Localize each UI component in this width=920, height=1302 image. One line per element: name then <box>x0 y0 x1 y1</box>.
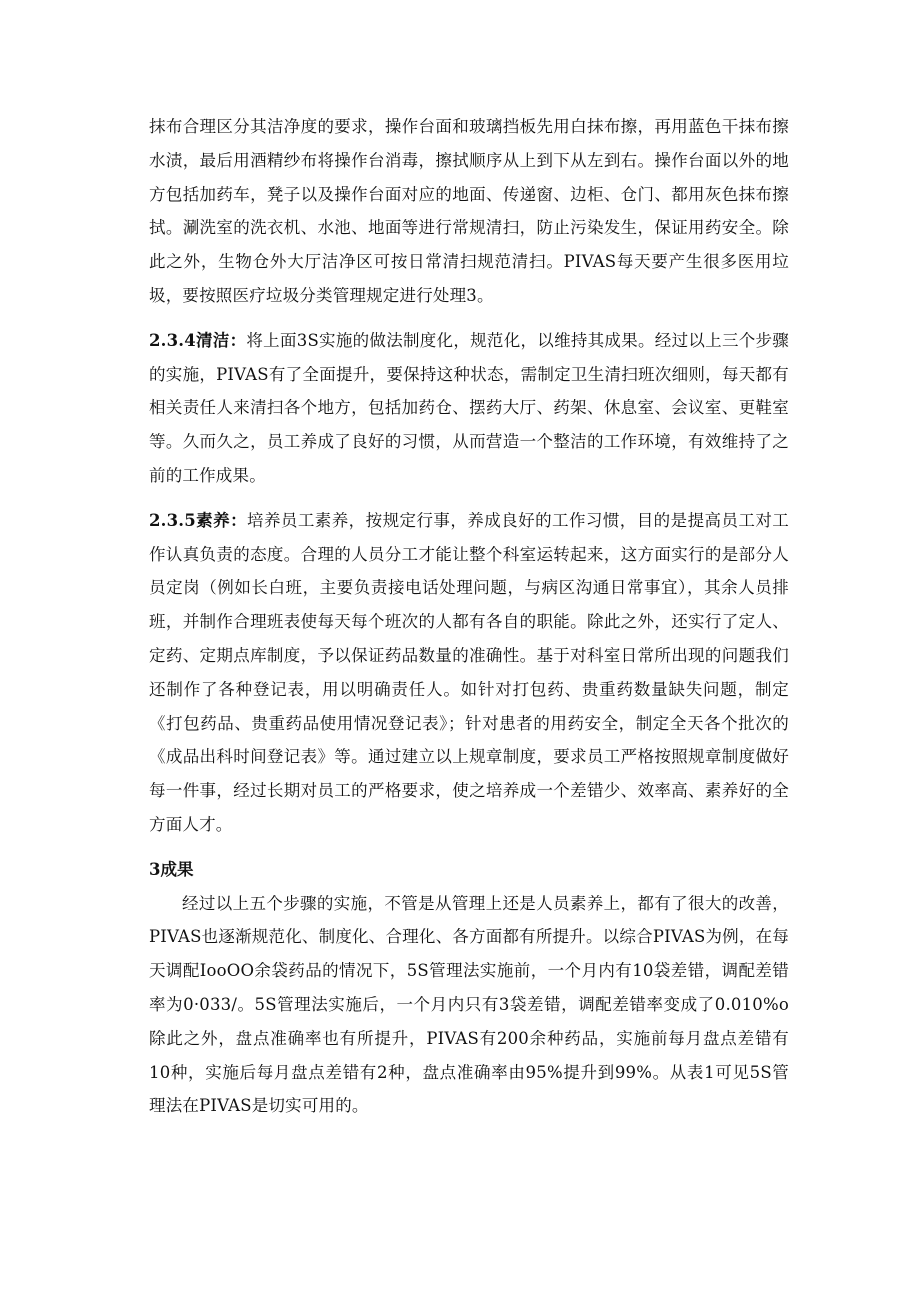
paragraph-2-3-4-seiketsu <box>149 324 789 493</box>
paragraph-results: 经过以上五个步骤的实施，不管是从管理上还是人员素养上，都有了很大的改善，PIVAS也逐渐规范化、制度化、合理化、各方面都有所提升。以综合PIVAS为例，在每天调配IooOO余袋药品的情况下，5S管理法实施前，一个月内有10袋差错，调配差错率为0·033/。5S管理法实施后，一个月内只有3袋差错，调配差错率变成了0.010%o除此之外，盘点准确率也有所提升，PIVAS有200余种药品，实施前每月盘点差错有10种，实施后每月盘点差错有2种，盘点准确率由95%提升到99%。从表1可见5S管理法在PIVAS是切实可用的。 <box>149 893 789 1116</box>
section-text-2-3-5: 培养员工素养，按规定行事，养成良好的工作习惯，目的是提高员工对工作认真负责的态度。合理的人员分工才能让整个科室运转起来，这方面实行的是部分人员定岗（例如长白班，主要负责接电话处理问题，与病区沟通日常事宜），其余人员排班，并制作合理班表使每天每个班次的人都有各自的职能。除此之外，还实行了定人、定药、定期点库制度，予以保证药品数量的准确性。基于对科室日常所出现的问题我们还制作了各种登记表，用以明确责任人。如针对打包药、贵重药数量缺失问题，制定《打包药品、贵重药品使用情况登记表》；针对患者的用药安全，制定全天各个批次的《成品出科时间登记表》等。通过建立以上规章制度，要求员工严格按照规章制度做好每一件事，经过长期对员工的严格要求，使之培养成一个差错少、效率高、素养好的全方面人才。 <box>149 510 789 834</box>
document-page <box>149 110 789 1123</box>
section-label-2-3-5: 2.3.5素养： <box>149 510 248 530</box>
section-text-2-3-4: 将上面3S实施的做法制度化，规范化，以维持其成果。经过以上三个步骤的实施，PIVAS有了全面提升，要保持这种状态，需制定卫生清扫班次细则，每天都有相关责任人来清扫各个地方，包括加药仓、摆药大厅、药架、休息室、会议室、更鞋室等。久而久之，员工养成了良好的习惯，从而营造一个整洁的工作环境，有效维持了之前的工作成果。 <box>149 330 790 485</box>
paragraph-2-3-5-shitsuke <box>149 504 789 842</box>
section-heading-results: 3成果 <box>149 859 194 879</box>
paragraph-cleaning-procedure: 抹布合理区分其洁净度的要求，操作台面和玻璃挡板先用白抹布擦，再用蓝色干抹布擦水渍，最后用酒精纱布将操作台消毒，擦拭顺序从上到下从左到右。操作台面以外的地方包括加药车，凳子以及操作台面对应的地面、传递窗、边柜、仓门、都用灰色抹布擦拭。涮洗室的洗衣机、水池、地面等进行常规清扫，防止污染发生，保证用药安全。除此之外，生物仓外大厅洁净区可按日常清扫规范清扫。PIVAS每天要产生很多医用垃圾，要按照医疗垃圾分类管理规定进行处理3。 <box>149 117 789 305</box>
section-label-2-3-4: 2.3.4清洁： <box>149 330 247 350</box>
